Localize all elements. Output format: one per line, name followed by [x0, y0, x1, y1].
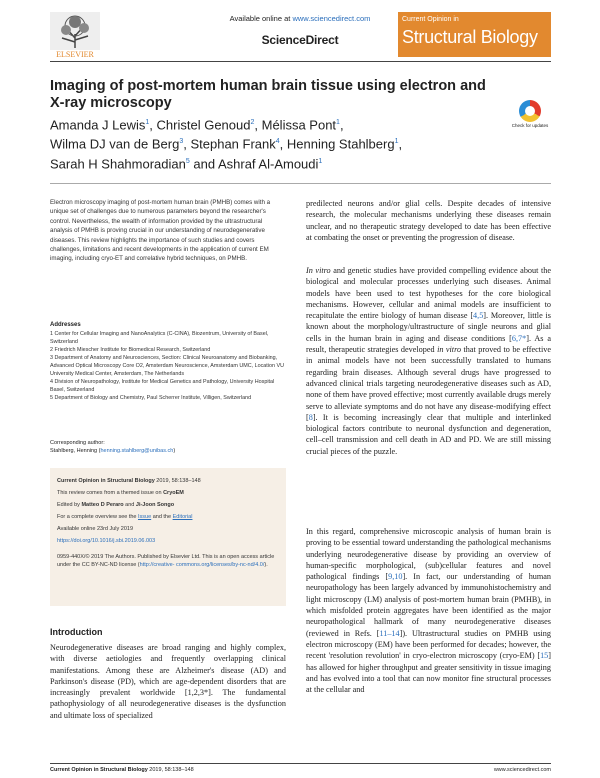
license-link[interactable]: http://creative- commons.org/licenses/by-nc-nd/4.0/ — [139, 562, 265, 568]
author-name: Wilma DJ van de Berg — [50, 136, 180, 152]
affiliation-marker[interactable]: 1 — [394, 138, 399, 146]
introduction-heading: Introduction — [50, 627, 103, 637]
check-for-updates-badge[interactable]: Check for updates — [510, 100, 550, 128]
ref-link[interactable]: 15 — [540, 651, 549, 661]
corresponding-author: Stahlberg, Henning (henning.stahlberg@unibas.ch) — [50, 448, 176, 454]
affiliation-marker[interactable]: 2 — [250, 119, 255, 126]
license-text: 0959-440X/© 2019 The Authors. Published by Elsevier Ltd. This is an open access article under the CC BY-NC-ND license (http://creative- commons.org/licenses/by-nc-nd/4.0/). — [57, 554, 275, 568]
title-divider — [50, 183, 551, 184]
info-theme: This review comes from a themed issue on CryoEM — [57, 490, 184, 496]
author-name: Ashraf Al-Amoudi — [217, 155, 319, 171]
ref-link[interactable]: 6,7* — [511, 333, 527, 343]
affiliation-marker[interactable]: 4 — [275, 138, 280, 146]
affiliation-marker[interactable]: 1 — [336, 119, 340, 126]
info-available: Available online 23rd July 2019 — [57, 526, 134, 532]
check-updates-icon — [519, 100, 541, 122]
ref-link[interactable]: 8 — [308, 412, 313, 422]
ref-link[interactable]: 11–14 — [379, 628, 400, 638]
addresses-heading: Addresses — [50, 322, 81, 328]
corresponding-author-heading: Corresponding author: — [50, 440, 105, 446]
journal-name-large: Structural Biology — [402, 27, 538, 47]
doi-link[interactable]: https://doi.org/10.1016/j.sbi.2019.06.003 — [57, 538, 156, 544]
ref-link[interactable]: 9,10 — [388, 572, 403, 582]
address-item: 5 Department of Biology and Chemistry, Paul Scherrer Institute, Villigen, Switzerland — [50, 395, 252, 401]
footer-journal: Current Opinion in Structural Biology 2019, 58:138–148 — [50, 767, 194, 773]
footer-divider — [50, 763, 551, 764]
header-divider — [50, 61, 551, 62]
author-name: Sarah H Shahmoradian — [50, 155, 186, 171]
footer-website: www.sciencedirect.com — [493, 767, 551, 773]
body-paragraph-3: In this regard, comprehensive microscopic analysis of human brain is proving to be essential toward understanding the pathological mechanisms underlying neurodegenerative disease by providing an overview of human-specific morphological, (sub)cellular features and novel pathological findings [9,10]. In fact, our understanding of human neuropathology has been largely advanced by immunohistochemistry and light microscopy (LM) analysis of post-mortem human brain (PMHB), in which misfolded protein aggregates have been identified as the major neuropathological hallmark of many neurodegenerative diseases (reviewed in Refs. [11–14]). Ultrastructural studies on PMHB using electron microscopy (EM) have been performed for decades; however, the recent 'resolution revolution' in cryo-electron microscopy (cryo-EM) [15] has allowed for higher throughput and greater sensitivity in tissue imaging and has evolved into a tool that can now monitor fine structural processes at the cellular and — [306, 527, 551, 695]
address-item: 3 Department of Anatomy and Neurosciences, Section: Clinical Neuroanatomy and Biobanking, Advanced Optical Microscopy Core O2, Amsterdam Neuroscience, Amsterdam UMC, Location VU University Medical Center, Amsterdam, The Netherlands — [50, 355, 284, 377]
address-item: 1 Center for Cellular Imaging and NanoAnalytics (C-CINA), Biozentrum, University of Basel, Switzerland — [50, 331, 269, 345]
body-paragraph-2: In vitro and genetic studies have provided compelling evidence about the biological and molecular processes underlying such diseases. Animal models have been used to test hypotheses for the core biological mechanisms. However, cellular and animal models are insufficient to recapitulate the entire biology of human disease [4,5]. Moreover, little is known about the morphology/ultrastructure of single neurons and glial cells in the human brain in aging and disease conditions [6,7*]. As a result, therapeutic strategies developed in vitro that proved to be effective in animal models have not been successfully translated to humans regarding brain diseases. Although several drugs have progressed to advanced clinical trials targeting neurodegenerative diseases such as AD, none of them have proved effective; most currently available drugs merely serve to alleviate symptoms and do not have any disease-modifying effect [8]. It is becoming increasingly clear that multiple and interlinked biological factors contribute to neuronal dysfunction and degeneration, cell–cell transmission and cell death in AD and PD. We are still missing crucial pieces of the puzzle. — [306, 266, 552, 456]
introduction-paragraph: Neurodegenerative diseases are broad ranging and highly complex, with diverse aetiologies and frequently overlapping clinical manifestations. Among these are Alzheimer's disease (AD) and Parkinson's disease (PD), which are age-dependent disorders that are increasingly prevalent worldwide [1,2,3*]. The fundamental pathophysiology of all neurodegenerative diseases is the dysfunction and ultimate loss of specialized — [50, 643, 286, 720]
affiliation-marker[interactable]: 1 — [318, 157, 323, 165]
author-list: Amanda J Lewis$^1$, Christel Genoud$^2$, Mélissa Pont$^1$, Wilma DJ van de Berg$^3$, Stephan Frank$^4$, Henning Stahlberg$^1$, Sarah H Shahmoradian$^5$ and Ashraf Al-Amoudi$^1$ — [50, 117, 403, 171]
address-item: 2 Friedrich Miescher Institute for Biomedical Research, Switzerland — [50, 347, 211, 353]
sciencedirect-link[interactable]: www.sciencedirect.com — [292, 14, 371, 23]
body-paragraph-1: predilected neurons and/or glial cells. Despite decades of intensive research, the molecular mechanisms underlying these diseases remain unclear, and no therapeutic strategy developed to date has been effective at combating the onset or preventing the progression of disease. — [306, 199, 551, 242]
author-email-link[interactable]: henning.stahlberg@unibas.ch — [100, 448, 174, 454]
info-journal: Current Opinion in Structural Biology 2019, 58:138–148 — [57, 478, 201, 484]
journal-name-small: Current Opinion in — [402, 16, 459, 23]
info-editors: Edited by Matteo D Peraro and Ji-Joon Songo — [57, 502, 175, 508]
author-name: Christel Genoud — [156, 117, 251, 133]
abstract: Electron microscopy imaging of post-mortem human brain (PMHB) comes with a unique set of challenges due to numerous parameters beyond the researcher's control. Nevertheless, the wealth of information provided by the ultrastructural analysis of PMHB is proving crucial in our understanding of neurodegenerative diseases. This review highlights the importance of such studies and covers challenges, limitations and recent developments in the application of current EM imaging, including cryo-ET and correlative hybrid techniques, on PMHB. — [50, 199, 271, 263]
publisher-logo-text: ELSEVIER — [56, 50, 94, 58]
issue-link[interactable]: Issue — [138, 514, 152, 520]
availability-line: Available online at www.sciencedirect.com — [229, 14, 371, 23]
article-info-box — [50, 468, 286, 606]
article-title: Imaging of post-mortem human brain tissue using electron and X-ray microscopy — [50, 78, 486, 111]
addresses-list — [50, 330, 286, 402]
sciencedirect-brand: ScienceDirect — [261, 33, 339, 47]
author-name: Stephan Frank — [190, 136, 276, 152]
author-name: Mélissa Pont — [261, 117, 337, 133]
editorial-link[interactable]: Editorial — [172, 514, 193, 520]
affiliation-marker[interactable]: 3 — [179, 138, 184, 146]
journal-cover-banner[interactable] — [398, 12, 551, 57]
address-item: 4 Division of Neuropathology, Institute for Medical Genetics and Pathology, University Hospital Basel, Switzerland — [50, 379, 275, 393]
author-name: Henning Stahlberg — [286, 136, 395, 152]
author-name: Amanda J Lewis — [50, 117, 146, 133]
affiliation-marker[interactable]: 5 — [185, 157, 190, 165]
info-overview: For a complete overview see the Issue and the Editorial — [57, 514, 193, 520]
affiliation-marker[interactable]: 1 — [145, 119, 150, 126]
ref-link[interactable]: 4,5 — [473, 311, 484, 321]
